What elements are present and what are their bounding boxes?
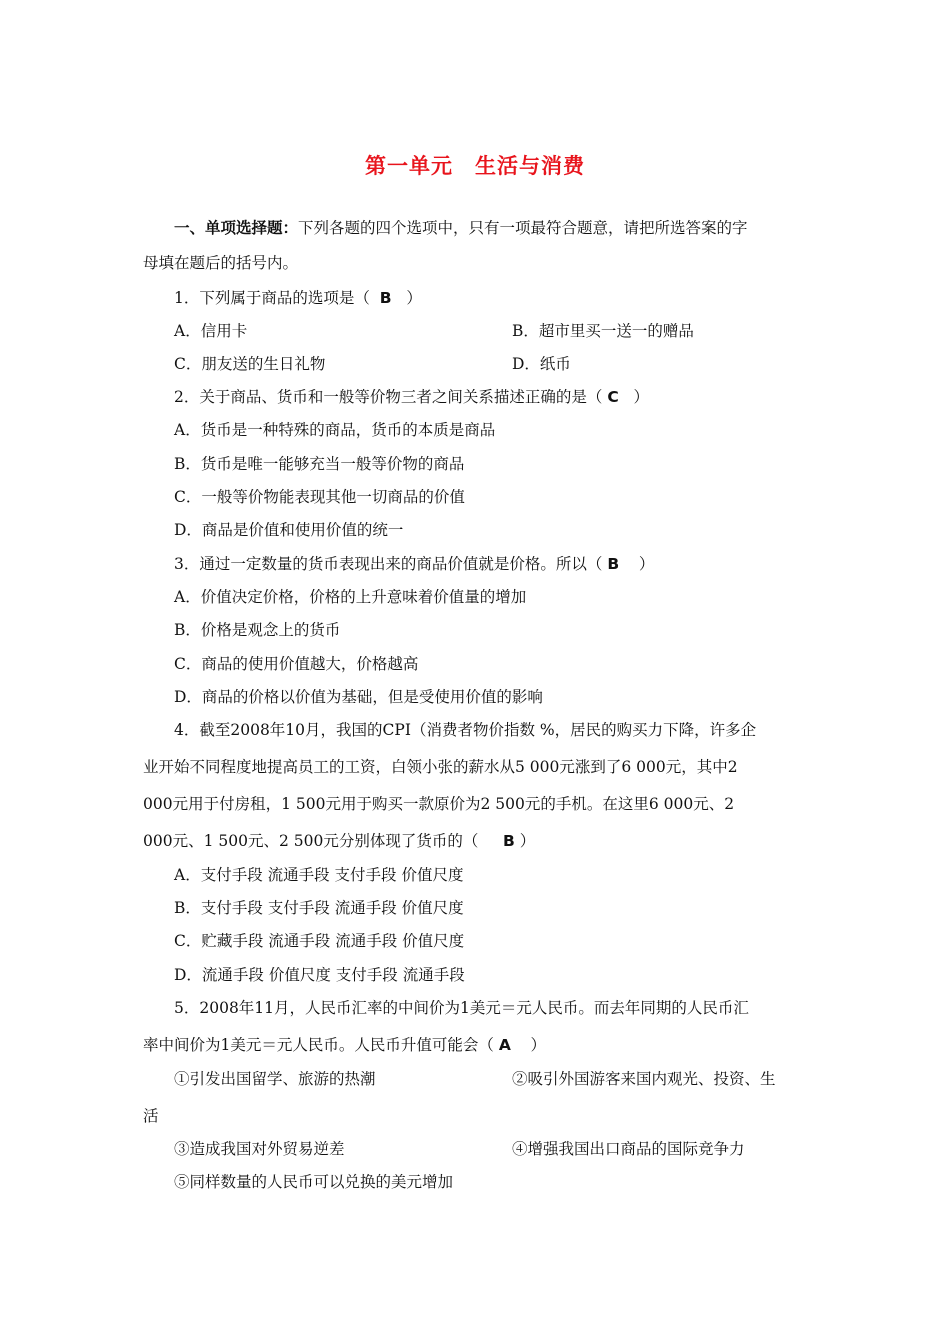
question-3-option-d: D．商品的价格以价值为基础，但是受使用价值的影响 — [174, 688, 543, 706]
question-2-stem — [174, 387, 649, 407]
question-2-option-a: A．货币是一种特殊的商品，货币的本质是商品 — [174, 421, 496, 439]
question-4-line-2: 业开始不同程度地提高员工的工资，白领小张的薪水从5 000元涨到了6 000元，其中2 — [143, 758, 738, 776]
question-5-item-3: ③造成我国对外贸易逆差 — [174, 1140, 345, 1158]
question-5-line-2 — [143, 1035, 546, 1055]
question-5-item-2: ②吸引外国游客来国内观光、投资、生 — [512, 1070, 776, 1088]
question-stem-text: 率中间价为1美元＝元人民币。人民币升值可能会（ — [143, 1036, 494, 1054]
answer-mark: B — [379, 289, 392, 307]
question-4-line-1: 4．截至2008年10月，我国的CPI（消费者物价指数 %，居民的购买力下降，许多企 — [174, 721, 757, 739]
question-2-option-d: D．商品是价值和使用价值的统一 — [174, 521, 404, 539]
question-3-option-c: C．商品的使用价值越大，价格越高 — [174, 655, 419, 673]
question-4-line-4 — [143, 831, 535, 851]
question-bracket: ） — [530, 1036, 547, 1054]
question-5-item-1: ①引发出国留学、旅游的热潮 — [174, 1070, 376, 1088]
question-4-option-a: A．支付手段 流通手段 支付手段 价值尺度 — [174, 866, 464, 884]
answer-mark: A — [498, 1036, 511, 1054]
answer-mark: B — [607, 555, 620, 573]
question-5-item-2-continued: 活 — [143, 1107, 159, 1125]
section-instruction-line-1 — [174, 218, 748, 238]
answer-mark: B — [502, 832, 515, 850]
question-1-option-c: C．朋友送的生日礼物 — [174, 355, 326, 373]
question-stem-text: 3．通过一定数量的货币表现出来的商品价值就是价格。所以（ — [174, 555, 603, 573]
section-instruction-text: 下列各题的四个选项中，只有一项最符合题意，请把所选答案的字 — [298, 219, 748, 237]
question-bracket: ） — [406, 289, 422, 307]
question-4-option-c: C．贮藏手段 流通手段 流通手段 价值尺度 — [174, 932, 465, 950]
question-2-option-c: C．一般等价物能表现其他一切商品的价值 — [174, 488, 465, 506]
question-2-option-b: B．货币是唯一能够充当一般等价物的商品 — [174, 455, 465, 473]
question-stem-text: 1．下列属于商品的选项是（ — [174, 289, 370, 307]
question-stem-text: 2．关于商品、货币和一般等价物三者之间关系描述正确的是（ — [174, 388, 603, 406]
page-title: 第一单元 生活与消费 — [365, 154, 585, 178]
question-bracket: ） — [519, 832, 536, 850]
question-1-stem — [174, 288, 422, 308]
question-3-stem — [174, 554, 654, 574]
question-3-option-a: A．价值决定价格，价格的上升意味着价值量的增加 — [174, 588, 527, 606]
question-4-option-b: B．支付手段 支付手段 流通手段 价值尺度 — [174, 899, 464, 917]
question-5-item-4: ④增强我国出口商品的国际竞争力 — [512, 1140, 745, 1158]
question-bracket: ） — [633, 388, 649, 406]
section-instruction-line-2: 母填在题后的括号内。 — [143, 254, 299, 272]
answer-mark: C — [607, 388, 619, 406]
question-4-line-3: 000元用于付房租，1 500元用于购买一款原价为2 500元的手机。在这里6 000元、2 — [143, 795, 735, 813]
question-1-option-a: A．信用卡 — [174, 322, 248, 340]
question-bracket: ） — [638, 555, 655, 573]
question-4-option-d: D．流通手段 价值尺度 支付手段 流通手段 — [174, 966, 465, 984]
question-5-item-5: ⑤同样数量的人民币可以兑换的美元增加 — [174, 1173, 454, 1191]
question-1-option-b: B．超市里买一送一的赠品 — [512, 322, 694, 340]
question-5-line-1: 5．2008年11月，人民币汇率的中间价为1美元＝元人民币。而去年同期的人民币汇 — [174, 999, 749, 1017]
section-heading: 一、单项选择题： — [174, 219, 299, 237]
question-1-option-d: D．纸币 — [512, 355, 571, 373]
question-3-option-b: B．价格是观念上的货币 — [174, 621, 341, 639]
question-stem-text: 000元、1 500元、2 500元分别体现了货币的（ — [143, 832, 479, 850]
